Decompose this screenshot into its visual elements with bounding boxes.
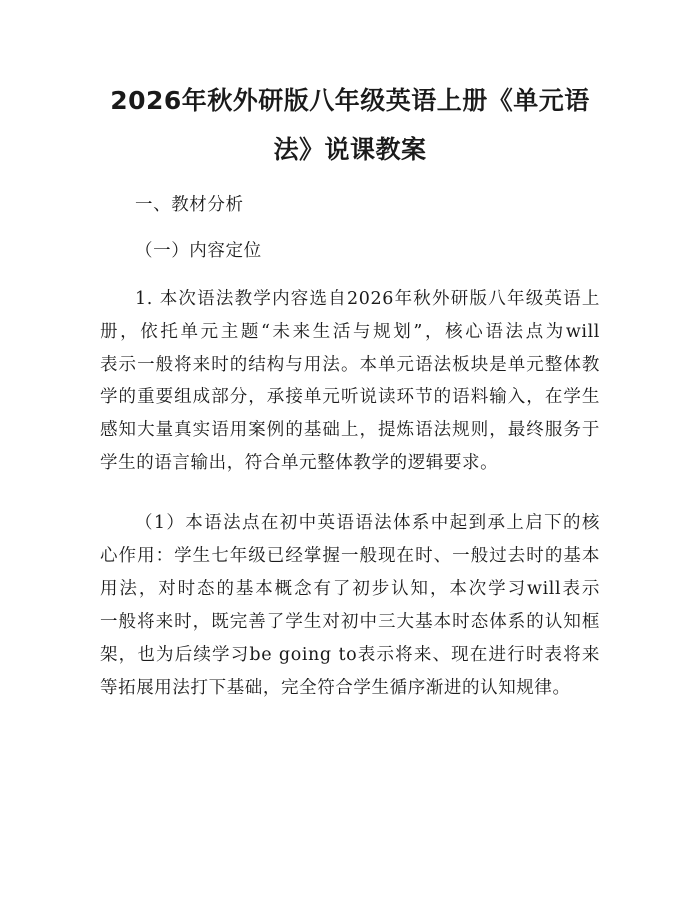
section-heading: 一、教材分析 (135, 195, 244, 215)
paragraph-1-line: 学生的语言输出，符合单元整体教学的逻辑要求。 (100, 453, 499, 473)
document-title-line-2: 法》说课教案 (273, 135, 427, 164)
paragraph-2-line: 一般将来时，既完善了学生对初中三大基本时态体系的认知框 (100, 612, 600, 632)
paragraph-2-line: 心作用：学生七年级已经掌握一般现在时、一般过去时的基本 (100, 546, 600, 566)
paragraph-1-line: 册，依托单元主题“未来生活与规划”，核心语法点为will (100, 322, 600, 342)
subsection-heading: （一）内容定位 (135, 241, 262, 261)
paragraph-1-line: 1. 本次语法教学内容选自2026年秋外研版八年级英语上 (135, 289, 600, 309)
paragraph-2-line: （1）本语法点在初中英语语法体系中起到承上启下的核 (135, 513, 600, 533)
paragraph-2-line: 用法，对时态的基本概念有了初步认知，本次学习will表示 (100, 579, 600, 599)
paragraph-1-line: 学的重要组成部分，承接单元听说读环节的语料输入，在学生 (100, 387, 600, 407)
document-title-line-1: 2026年秋外研版八年级英语上册《单元语 (110, 86, 590, 115)
paragraph-2-line: 等拓展用法打下基础，完全符合学生循序渐进的认知规律。 (100, 678, 571, 698)
paragraph-2-line: 架，也为后续学习be going to表示将来、现在进行时表将来 (100, 645, 600, 665)
paragraph-1-line: 感知大量真实语用案例的基础上，提炼语法规则，最终服务于 (100, 420, 600, 440)
paragraph-1-line: 表示一般将来时的结构与用法。本单元语法板块是单元整体教 (100, 355, 600, 375)
